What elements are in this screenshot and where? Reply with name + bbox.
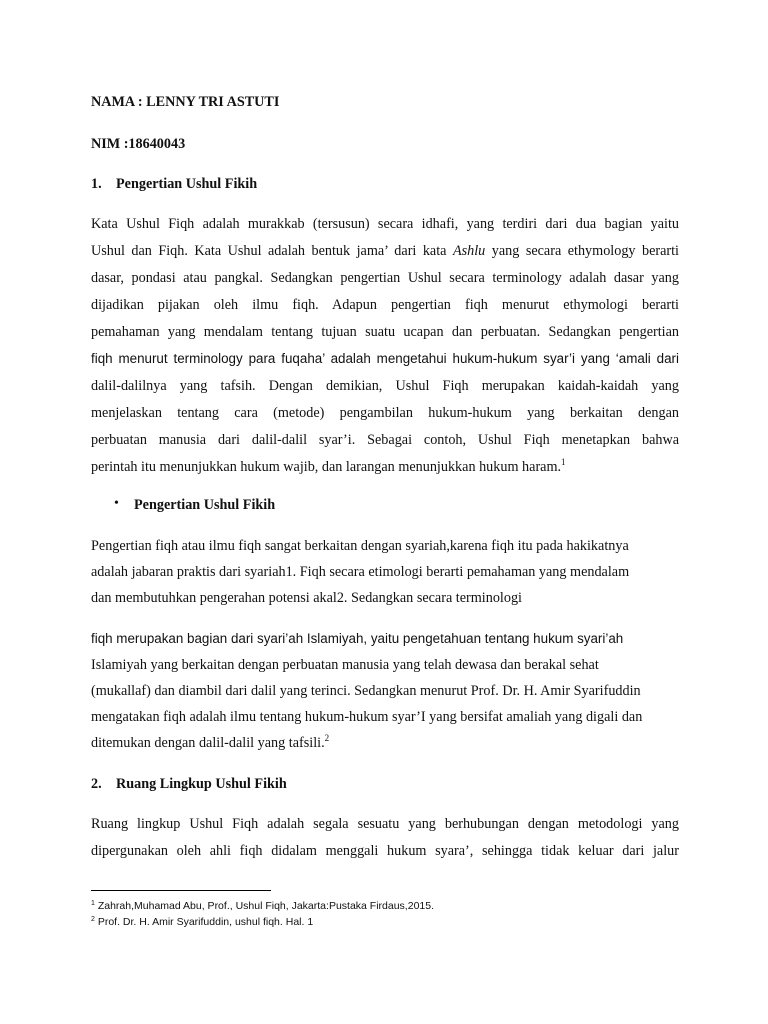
- b-para1-line-1: Pengertian fiqh atau ilmu fiqh sangat berkaitan dengan syariah,karena fiqh itu pada hakikatnya: [91, 538, 629, 554]
- s1-line-10-text: perintah itu menunjukkan hukum wajib, dan larangan menunjukkan hukum haram.: [91, 459, 562, 475]
- footnote-1-num: 1: [91, 900, 95, 907]
- student-nim: NIM :18640043: [91, 136, 186, 152]
- s1-line-6: fiqh menurut terminology para fuqaha’ adalah mengetahui hukum-hukum syar’i yang ‘amali dari: [91, 351, 679, 366]
- s1-line-9-text: perbuatan manusia dari dalil-dalil syar’i. Sebagai contoh, Ushul Fiqh menetapkan bahwa: [91, 432, 679, 448]
- student-name: NAMA : LENNY TRI ASTUTI: [91, 94, 280, 110]
- footnote-1: [91, 899, 434, 913]
- footnote-separator: [91, 890, 271, 891]
- footnote-ref-1[interactable]: 1: [561, 457, 566, 467]
- s1-line-3: dasar, pondasi atau pangkal. Sedangkan pengertian Ushul secara terminology adalah dasar yang: [91, 270, 679, 286]
- italic-term: Ashlu: [452, 243, 486, 259]
- b-para2-line-2: Islamiyah yang berkaitan dengan perbuatan manusia yang telah dewasa dan berakal sehat: [91, 657, 599, 673]
- s2-line-2: dipergunakan oleh ahli fiqh didalam menggali hukum syara’, sehingga tidak keluar dari jalur: [91, 843, 679, 859]
- s1-line-2: [91, 242, 679, 260]
- section-2-title: Ruang Lingkup Ushul Fikih: [116, 776, 287, 792]
- section-1-number: 1.: [91, 176, 102, 192]
- s1-line-5: pemahaman yang mendalam tentang tujuan suatu ucapan dan perbuatan. Sedangkan pengertian: [91, 324, 679, 340]
- bullet-heading: Pengertian Ushul Fikih: [134, 497, 276, 513]
- b-para2-line-3: (mukallaf) dan diambil dari dalil yang terinci. Sedangkan menurut Prof. Dr. H. Amir Syarifuddin: [91, 683, 641, 699]
- b-para2-line-5: [91, 734, 329, 752]
- section-2-heading: [91, 775, 287, 793]
- s1-line-8: menjelaskan tentang cara (metode) pengambilan hukum-hukum yang berkaitan dengan: [91, 405, 679, 421]
- footnote-2-num: 2: [91, 916, 95, 923]
- b-para2-line-1: fiqh merupakan bagian dari syari’ah Islamiyah, yaitu pengetahuan tentang hukum syari’ah: [91, 631, 624, 646]
- s1-line-1: Kata Ushul Fiqh adalah murakkab (tersusun) secara idhafi, yang terdiri dari dua bagian yaitu: [91, 216, 679, 232]
- b-para2-line-4: mengatakan fiqh adalah ilmu tentang hukum-hukum syar’I yang bersifat amaliah yang digali dan: [91, 709, 643, 725]
- s1-line-2-tail: yang secara ethymology berarti: [491, 243, 680, 259]
- footnote-2: [91, 915, 313, 929]
- s2-line-1: Ruang lingkup Ushul Fiqh adalah segala sesuatu yang berhubungan dengan metodologi yang: [91, 816, 679, 832]
- s1-line-7: dalil-dalilnya yang tafsih. Dengan demikian, Ushul Fiqh merupakan kaidah-kaidah yang: [91, 378, 679, 394]
- section-1-heading: [91, 175, 257, 193]
- b-para1-line-2: adalah jabaran praktis dari syariah1. Fiqh secara etimologi berarti pemahaman yang mendalam: [91, 564, 630, 580]
- footnote-1-text: Zahrah,Muhamad Abu, Prof., Ushul Fiqh, Jakarta:Pustaka Firdaus,2015.: [97, 900, 435, 912]
- bullet-icon: •: [114, 496, 119, 511]
- s1-line-2-text: Ushul dan Fiqh. Kata Ushul adalah bentuk jama’ dari kata: [91, 243, 447, 259]
- footnote-2-text: Prof. Dr. H. Amir Syarifuddin, ushul fiqh. Hal. 1: [97, 916, 314, 928]
- s1-line-9: [91, 431, 679, 449]
- section-2-number: 2.: [91, 776, 102, 792]
- section-1-title: Pengertian Ushul Fikih: [116, 176, 258, 192]
- b-para2-line-5-text: ditemukan dengan dalil-dalil yang tafsili.: [91, 735, 325, 751]
- s1-line-10: [91, 458, 566, 476]
- s1-line-4: dijadikan pijakan oleh ilmu fiqh. Adapun pengertian fiqh menurut ethymologi berarti: [91, 297, 679, 313]
- b-para1-line-3: dan membutuhkan pengerahan potensi akal2. Sedangkan secara terminologi: [91, 590, 523, 606]
- footnote-ref-2[interactable]: 2: [324, 733, 330, 743]
